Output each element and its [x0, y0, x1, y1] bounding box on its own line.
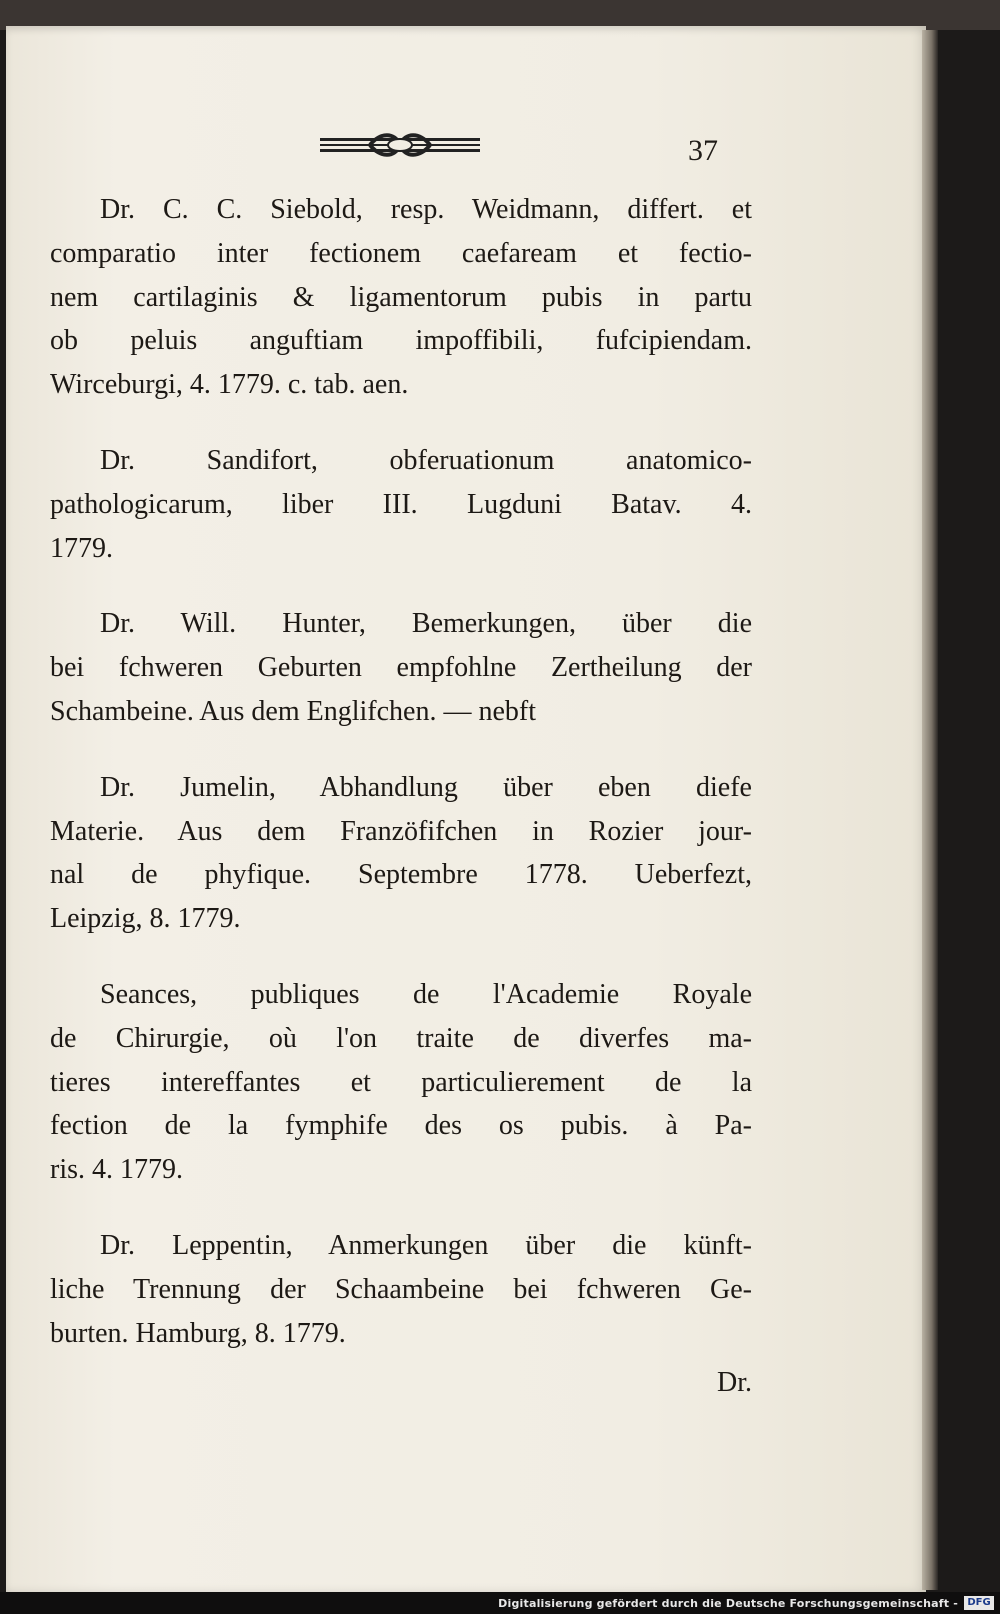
entry-line: de Chirurgie, où l'on traite de diverfes ma-: [50, 1022, 752, 1054]
entry-line: ris. 4. 1779.: [50, 1154, 183, 1186]
entry-line: Dr. C. C. Siebold, resp. Weidmann, differt. et: [100, 194, 752, 225]
catchword: Dr.: [717, 1367, 752, 1399]
entry-line: ob peluis anguftiam impoffibili, fufcipiendam.: [50, 325, 752, 357]
entry-line: nem cartilaginis & ligamentorum pubis in partu: [50, 281, 752, 313]
decorative-ornament-icon: [320, 130, 480, 160]
digitization-credit: Digitalisierung gefördert durch die Deutsche Forschungsgemeinschaft -: [498, 1597, 958, 1610]
entry-line: Dr. Sandifort, obferuationum anatomico-: [100, 444, 752, 476]
entry-line: 1779.: [50, 532, 113, 564]
entry-sandifort: [50, 439, 752, 570]
entry-line: Leipzig, 8. 1779.: [50, 903, 241, 935]
entry-line: Wirceburgi, 4. 1779. c. tab. aen.: [50, 369, 409, 401]
entry-line: fection de la fymphife des os pubis. à Pa-: [50, 1110, 752, 1142]
entry-line: tieres intereffantes et particulierement de la: [50, 1066, 752, 1098]
entry-line: pathologicarum, liber III. Lugduni Batav. 4.: [50, 488, 752, 520]
entry-hunter: [50, 602, 752, 733]
entry-line: comparatio inter fectionem caefaream et fectio-: [50, 237, 752, 269]
entry-line: Dr. Will. Hunter, Bemerkungen, über die: [100, 608, 752, 640]
entry-line: liche Trennung der Schaambeine bei fchweren Ge-: [50, 1273, 752, 1305]
entry-line: nal de phyfique. Septembre 1778. Ueberfezt,: [50, 859, 752, 891]
page-number: 37: [688, 134, 718, 167]
entry-line: bei fchweren Geburten empfohlne Zertheilung der: [50, 652, 752, 684]
entry-siebold: [50, 188, 752, 407]
entry-line: burten. Hamburg, 8. 1779.: [50, 1317, 346, 1349]
bibliography-text: [50, 188, 752, 1405]
entry-line: Materie. Aus dem Franzöfifchen in Rozier jour-: [50, 815, 752, 847]
entry-leppentin: [50, 1224, 752, 1355]
entry-seances: [50, 973, 752, 1192]
entry-line: Seances, publiques de l'Academie Royale: [100, 978, 752, 1010]
page-edge: [922, 30, 938, 1590]
entry-line: Dr. Leppentin, Anmerkungen über die künft-: [100, 1229, 752, 1261]
dfg-logo-icon: DFG: [964, 1596, 994, 1610]
entry-line: Dr. Jumelin, Abhandlung über eben diefe: [100, 771, 752, 803]
entry-jumelin: [50, 766, 752, 941]
entry-line: Schambeine. Aus dem Englifchen. — nebft: [50, 695, 536, 727]
